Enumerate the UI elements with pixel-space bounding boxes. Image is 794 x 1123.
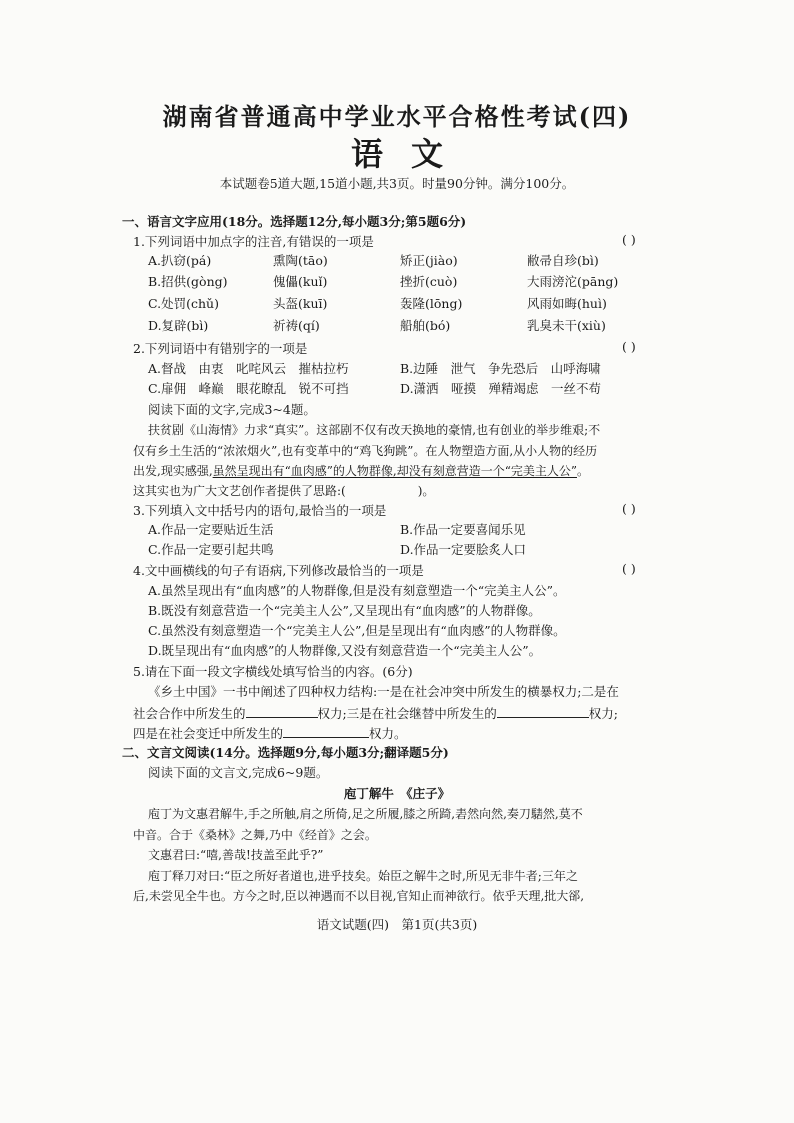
passage-line-3-end: 。 bbox=[577, 464, 590, 478]
q1-option-a-4: 敝帚自珍(bì) bbox=[527, 253, 599, 268]
q1-option-a-3: 矫正(jiào) bbox=[400, 253, 458, 268]
q2-option-a: A.督战 由衷 叱咤风云 摧枯拉朽 bbox=[148, 361, 349, 376]
q3-option-d: D.作品一定要脍炙人口 bbox=[400, 542, 527, 557]
q4-option-b: B.既没有刻意营造一个“完美主人公”,又呈现出有“血肉感”的人物群像。 bbox=[148, 603, 541, 618]
q5-stem: 5.请在下面一段文字横线处填写恰当的内容。(6分) bbox=[133, 664, 413, 679]
q1-answer-paren: ( ) bbox=[622, 232, 636, 247]
classical-line-2: 中音。合于《桑林》之舞,乃中《经首》之会。 bbox=[133, 828, 377, 842]
q1-option-a-1: A.扒窃(pá) bbox=[148, 253, 212, 268]
q1-stem: 1.下列词语中加点字的注音,有错误的一项是 bbox=[133, 234, 374, 249]
q4-answer-paren: ( ) bbox=[622, 561, 636, 576]
q2-answer-paren: ( ) bbox=[622, 339, 636, 354]
subject-title: 语文 bbox=[350, 135, 471, 173]
q5-text-line-1: 《乡土中国》一书中阐述了四种权力结构:一是在社会冲突中所发生的横暴权力;二是在 bbox=[148, 684, 619, 699]
q5-blank-3[interactable] bbox=[283, 725, 369, 738]
q1-option-b-4: 大雨滂沱(pāng) bbox=[527, 274, 619, 289]
q1-option-b-1: B.招供(gòng) bbox=[148, 274, 228, 289]
page-footer: 语文试题(四) 第1页(共3页) bbox=[316, 917, 478, 932]
q4-stem: 4.文中画横线的句子有语病,下列修改最恰当的一项是 bbox=[133, 563, 424, 578]
classical-line-1: 庖丁为文惠君解牛,手之所触,肩之所倚,足之所履,膝之所踦,砉然向然,奏刀騞然,莫不 bbox=[148, 807, 583, 821]
q5-text-line-3 bbox=[133, 725, 407, 742]
underlined-sentence: 虽然呈现出有“血肉感”的人物群像,却没有刻意营造一个“完美主人公” bbox=[212, 464, 577, 478]
q5-text-3a: 四是在社会变迁中所发生的 bbox=[133, 726, 284, 741]
q2-option-d: D.潇洒 哑摸 殚精竭虑 一丝不苟 bbox=[400, 381, 602, 396]
section2-heading: 二、文言文阅读(14分。选择题9分,每小题3分;翻译题5分) bbox=[122, 745, 449, 760]
q3-stem: 3.下列填入文中括号内的语句,最恰当的一项是 bbox=[133, 503, 387, 518]
q2-option-b: B.边陲 泄气 争先恐后 山呼海啸 bbox=[400, 361, 601, 376]
q5-text-3b: 权力。 bbox=[369, 726, 407, 741]
q5-text-2b: 权力;三是在社会继替中所发生的 bbox=[317, 706, 497, 721]
reading-intro-3-4: 阅读下面的文字,完成3~4题。 bbox=[148, 402, 316, 417]
q4-option-c: C.虽然没有刻意塑造一个“完美主人公”,但是呈现出有“血肉感”的人物群像。 bbox=[148, 623, 566, 638]
q4-option-a: A.虽然呈现出有“血肉感”的人物群像,但是没有刻意塑造一个“完美主人公”。 bbox=[148, 583, 566, 598]
q1-option-d-2: 祈祷(qí) bbox=[273, 318, 320, 333]
q4-option-d: D.既呈现出有“血肉感”的人物群像,又没有刻意营造一个“完美主人公”。 bbox=[148, 643, 542, 658]
reading-intro-6-9: 阅读下面的文言文,完成6~9题。 bbox=[148, 765, 329, 780]
exam-title: 湖南省普通高中学业水平合格性考试(四) bbox=[162, 102, 632, 131]
q1-option-c-2: 头盔(kuī) bbox=[273, 296, 328, 311]
passage-title: 庖丁解牛 《庄子》 bbox=[343, 786, 451, 801]
classical-line-5: 后,未尝见全牛也。方今之时,臣以神遇而不以目视,官知止而神欲行。依乎天理,批大郤, bbox=[133, 889, 585, 903]
q1-option-c-4: 风雨如晦(huì) bbox=[527, 296, 607, 311]
q1-option-d-4: 乳臭未干(xiù) bbox=[527, 318, 606, 333]
passage-line-3 bbox=[133, 463, 589, 479]
q1-option-b-2: 傀儡(kuǐ) bbox=[273, 274, 328, 289]
q1-option-c-1: C.处罚(chǔ) bbox=[148, 296, 219, 311]
q1-option-c-3: 轰隆(lōng) bbox=[400, 296, 463, 311]
q5-blank-2[interactable] bbox=[497, 705, 589, 718]
passage-line-3-start: 出发,现实感强, bbox=[133, 464, 213, 478]
q5-text-line-2 bbox=[133, 705, 618, 722]
q1-option-d-1: D.复辟(bì) bbox=[148, 318, 209, 333]
classical-line-4: 庖丁释刀对曰:“臣之所好者道也,进乎技矣。始臣之解牛之时,所见无非牛者;三年之 bbox=[148, 869, 578, 883]
q3-option-a: A.作品一定要贴近生活 bbox=[148, 522, 274, 537]
q5-blank-1[interactable] bbox=[246, 705, 318, 718]
passage-line-2: 仅有乡土生活的“浓浓烟火”,也有变革中的“鸡飞狗跳”。在人物塑造方面,从小人物的经历 bbox=[133, 444, 598, 458]
q1-option-a-2: 熏陶(tāo) bbox=[273, 253, 328, 268]
q2-stem: 2.下列词语中有错别字的一项是 bbox=[133, 341, 308, 356]
q1-option-d-3: 船舶(bó) bbox=[400, 318, 451, 333]
q5-text-2c: 权力; bbox=[588, 706, 618, 721]
q3-answer-paren: ( ) bbox=[622, 501, 636, 516]
passage-line-4: 这其实也为广大文艺创作者提供了思路:( )。 bbox=[133, 484, 435, 498]
q3-option-c: C.作品一定要引起共鸣 bbox=[148, 542, 274, 557]
q3-option-b: B.作品一定要喜闻乐见 bbox=[400, 522, 526, 537]
classical-line-3: 文惠君曰:“嘻,善哉!技盖至此乎?” bbox=[148, 848, 324, 862]
section1-heading: 一、语言文字应用(18分。选择题12分,每小题3分;第5题6分) bbox=[122, 214, 467, 229]
q5-text-2a: 社会合作中所发生的 bbox=[133, 706, 246, 721]
q1-option-b-3: 挫折(cuò) bbox=[400, 274, 458, 289]
exam-info: 本试题卷5道大题,15道小题,共3页。时量90分钟。满分100分。 bbox=[219, 176, 575, 191]
passage-line-1: 扶贫剧《山海情》力求“真实”。这部剧不仅有改天换地的豪情,也有创业的举步维艰;不 bbox=[148, 423, 601, 437]
q2-option-c: C.扉佣 峰巅 眼花瞭乱 锐不可挡 bbox=[148, 381, 349, 396]
